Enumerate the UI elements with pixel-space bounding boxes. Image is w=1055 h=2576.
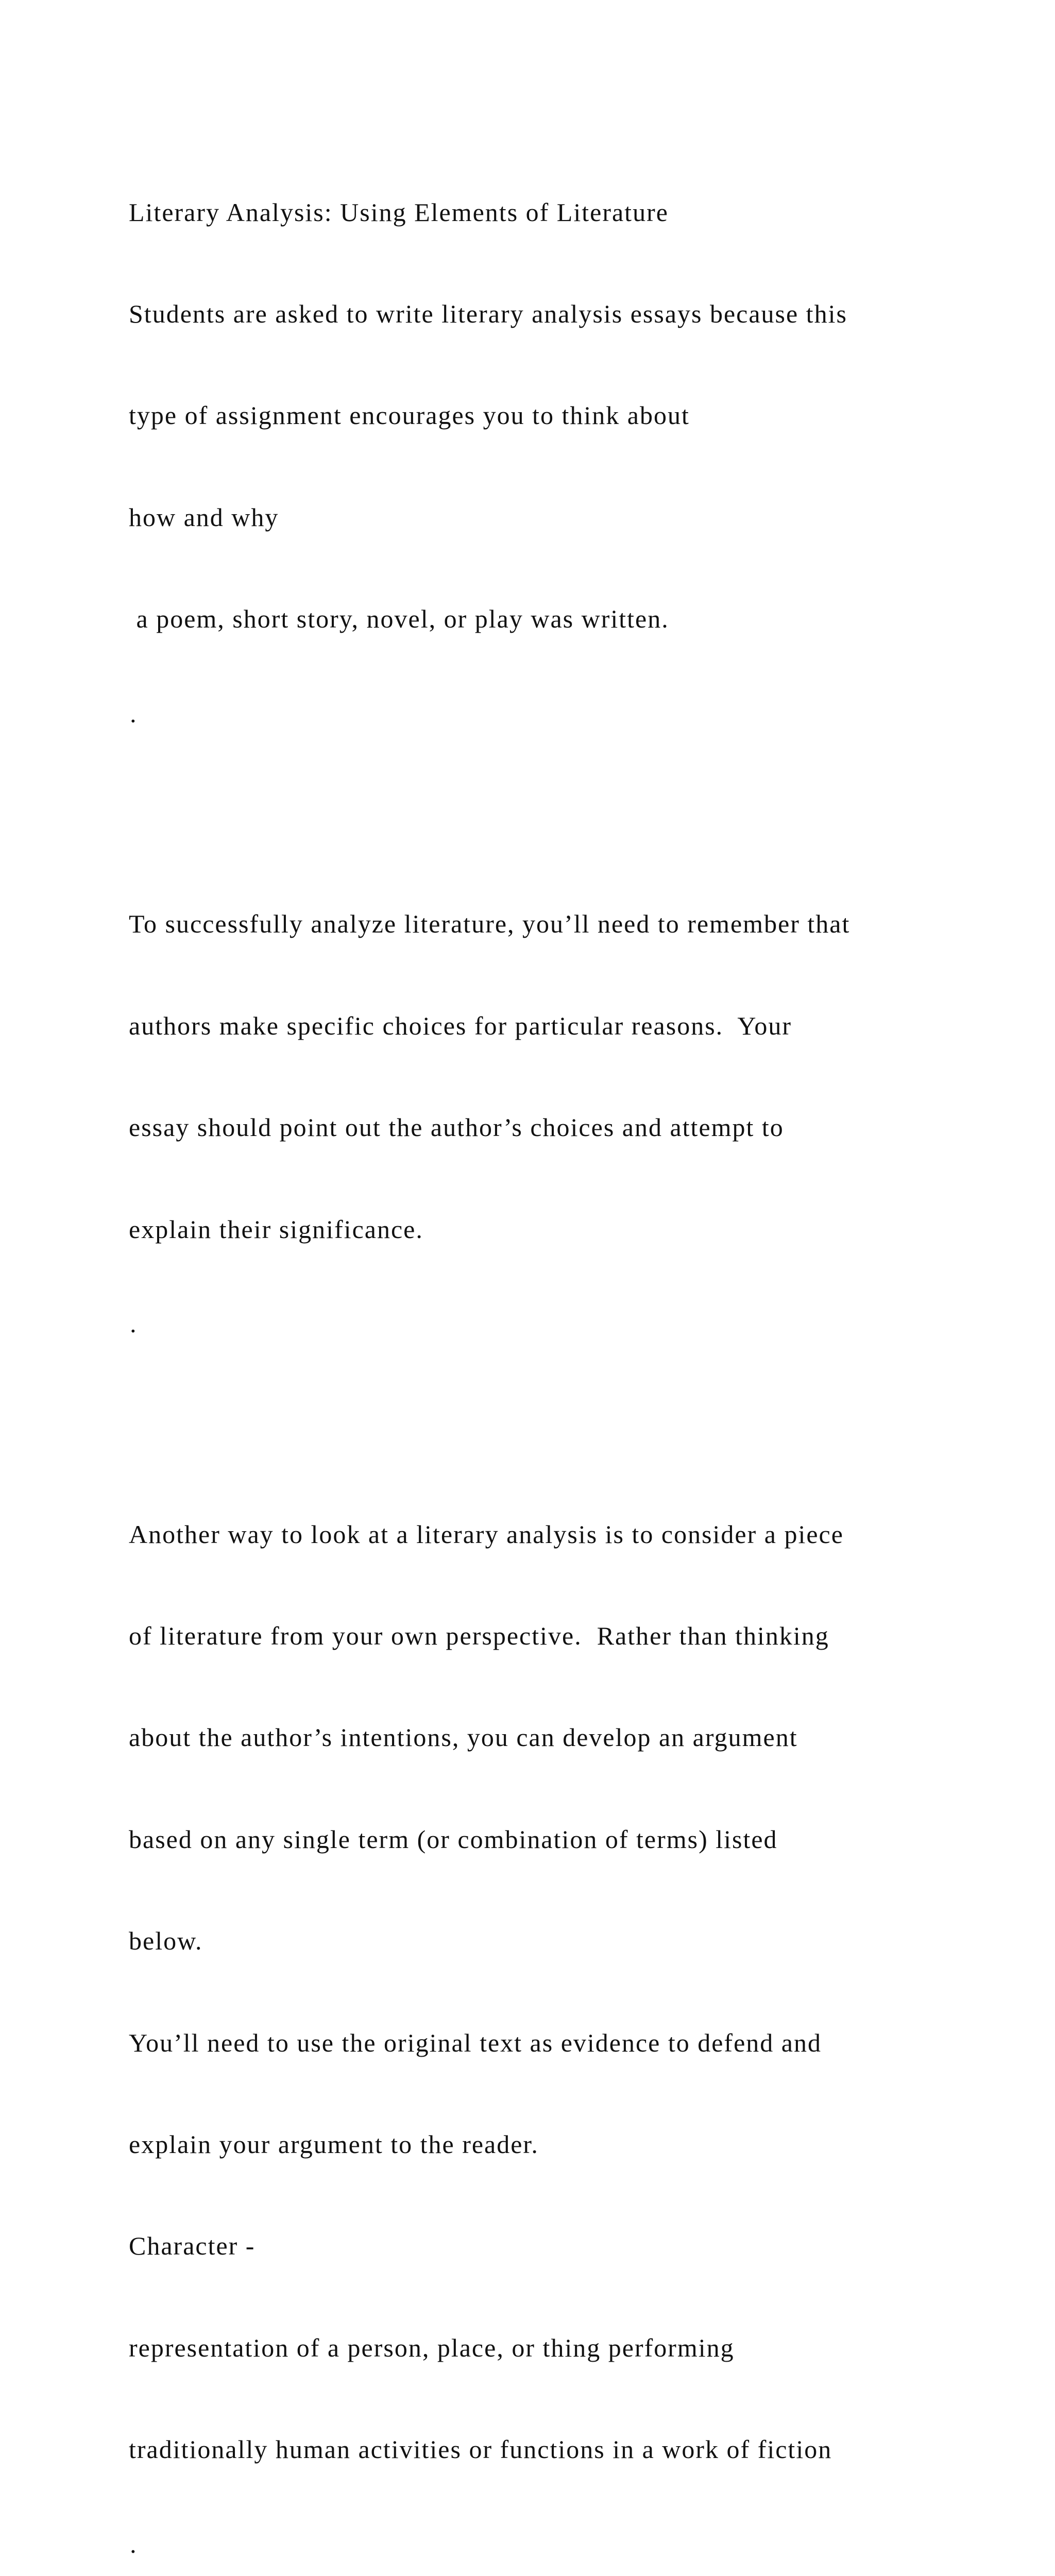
- bullet-dot: ·: [129, 1316, 139, 1345]
- bullet-dot: ·: [129, 706, 139, 735]
- document-title: Literary Analysis: Using Elements of Literature: [129, 197, 669, 227]
- text-line: To successfully analyze literature, you’ll need to remember that: [129, 909, 850, 939]
- text-line: of literature from your own perspective. Rather than thinking: [129, 1621, 829, 1651]
- term-definition: traditionally human activities or functions in a work of fiction: [129, 2435, 832, 2464]
- document-body: [129, 128, 963, 2576]
- text-line: about the author’s intentions, you can develop an argument: [129, 1723, 798, 1752]
- blank-line: [129, 806, 963, 840]
- text-line: Students are asked to write literary analysis essays because this: [129, 299, 847, 328]
- blank-line: [129, 1416, 963, 1450]
- text-line: authors make specific choices for particular reasons. Your: [129, 1011, 792, 1040]
- text-line: essay should point out the author’s choices and attempt to: [129, 1113, 784, 1142]
- bullet-dot: ·: [129, 2536, 139, 2566]
- text-line: below.: [129, 1926, 203, 1956]
- text-line: how and why: [129, 502, 279, 532]
- text-line: based on any single term (or combination of terms) listed: [129, 1824, 778, 1854]
- text-line: Another way to look at a literary analysis is to consider a piece: [129, 1519, 844, 1549]
- text-line: explain their significance.: [129, 1214, 423, 1244]
- text-line: You’ll need to use the original text as evidence to defend and: [129, 2028, 822, 2057]
- term-heading-character: Character -: [129, 2231, 256, 2261]
- text-line: a poem, short story, novel, or play was written.: [129, 604, 669, 634]
- term-definition: representation of a person, place, or thing performing: [129, 2333, 735, 2362]
- text-line: explain your argument to the reader.: [129, 2130, 539, 2159]
- text-line: type of assignment encourages you to think about: [129, 401, 690, 430]
